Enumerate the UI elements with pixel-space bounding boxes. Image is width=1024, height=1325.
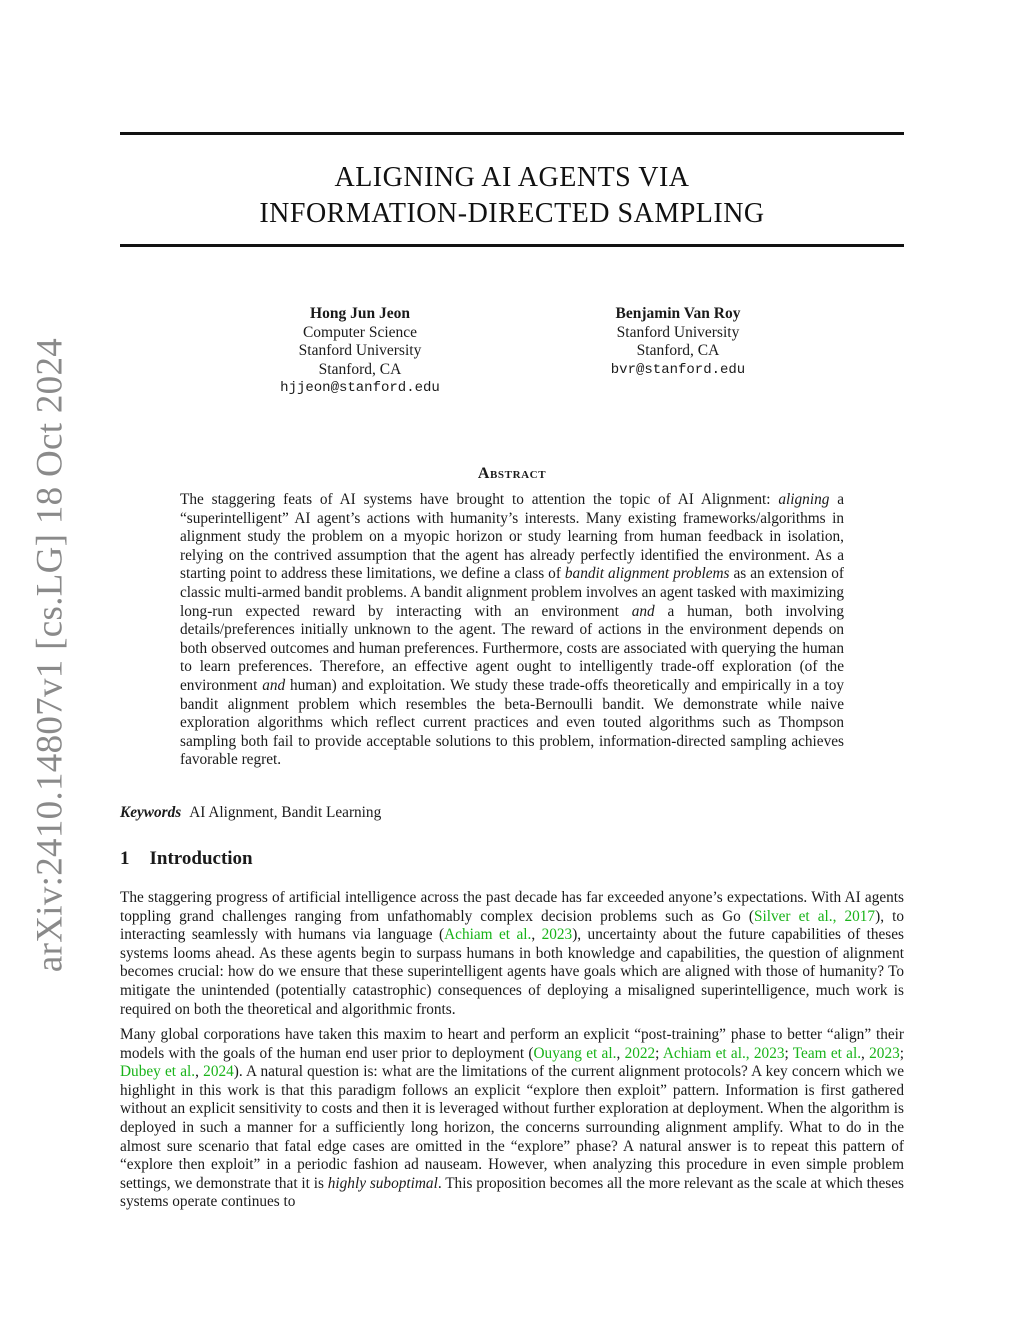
author-1 [240,305,480,398]
keywords [120,804,904,822]
abstract-heading: Abstract [477,465,547,482]
author-name: Hong Jun Jeon [310,305,410,322]
title-line-2: INFORMATION-DIRECTED SAMPLING [259,198,765,229]
section-title: Introduction [149,848,253,869]
author-location: Stanford, CA [318,360,402,378]
arxiv-identifier: arXiv:2410.14807v1 [cs.LG] 18 Oct 2024 [29,337,71,973]
abstract-text: The staggering feats of AI systems have brought to attention the topic of AI Alignment: aligning a “superintelligent” AI agent’s actions with humanity’s interests. Many existing frameworks/algorithms in alignment study the problem on a myopic horizon or study learning from human feedback in isolation, relying on the contrived assumption that the agent has already perfectly identified the environment. As a starting point to address these limitations, we define a class of bandit alignment problems as an extension of classic multi-armed bandit problems. A bandit alignment problem involves an agent tasked with maximizing long-run expected reward by interacting with an environment and a human, both involving details/preferences initially unknown to the agent. The reward of actions in the environment depends on both observed outcomes and human preferences. Furthermore, costs are associated with querying the human to learn preferences. Therefore, an effective agent ought to intelligently trade-off exploration (of the environment and human) and exploitation. We study these trade-offs theoretically and empirically in a toy bandit alignment problem which resembles the beta-Bernoulli bandit. We demonstrate while naive exploration algorithms which reflect current practices and even touted algorithms such as Thompson sampling both fail to provide acceptable solutions to this problem, information-directed sampling achieves favorable regret. [180,491,844,769]
author-2 [558,305,798,379]
title-top-rule [120,132,904,135]
author-affiliation: Computer Science [302,323,418,341]
intro-paragraph-1: The staggering progress of artificial intelligence across the past decade has far exceeded anyone’s expectations. With AI agents toppling grand challenges ranging from unfathomably complex decision problems such as Go (Silver et al., 2017), to interacting seamlessly with humans via language (Achiam et al., 2023), uncertainty about the future capabilities of theses systems looms ahead. As these agents begin to surpass humans in both knowledge and capabilities, the question of alignment becomes crucial: how do we ensure that these superintelligent agents have goals which are aligned with those of humanity? To mitigate the unintended (potentially catastrophic) consequences of deploying a misaligned superintelligence, much work is required on both the theoretical and algorithmic fronts. [120,889,904,1018]
paper-title [120,160,904,232]
citation-link[interactable]: Team et al. [792,1044,862,1062]
section-heading-introduction [120,848,253,870]
citation-link[interactable]: 2023 [869,1044,900,1062]
citation-link[interactable]: 2024 [203,1063,234,1081]
citation-link[interactable]: Dubey et al. [120,1063,196,1081]
keywords-value: AI Alignment, Bandit Learning [189,804,382,821]
citation-link[interactable]: 2023 [541,926,573,944]
arxiv-sidebar [28,337,72,973]
title-line-1: ALIGNING AI AGENTS VIA [334,162,690,193]
section-number: 1 [120,848,130,869]
title-bottom-rule [120,244,904,247]
author-affiliation: Stanford University [616,323,740,341]
author-name: Benjamin Van Roy [615,305,741,322]
author-affiliation: Stanford University [298,342,422,359]
citation-link[interactable]: Silver et al., 2017 [753,907,876,925]
keywords-label: Keywords [120,804,182,821]
author-location: Stanford, CA [636,342,720,359]
author-email[interactable]: hjjeon@stanford.edu [280,380,440,396]
citation-link[interactable]: Achiam et al., 2023 [662,1044,785,1062]
citation-link[interactable]: Ouyang et al. [533,1044,617,1062]
citation-link[interactable]: 2022 [624,1044,656,1062]
citation-link[interactable]: Achiam et al. [444,926,532,944]
intro-paragraph-2: Many global corporations have taken this maxim to heart and perform an explicit “post-training” phase to better “align” their models with the goals of the human end user prior to deployment (Ouyang et al., 2022; Achiam et al., 2023; Team et al., 2023; Dubey et al., 2024). A natural question is: what are the limitations of the current alignment protocols? A key concern which we highlight in this work is that this paradigm follows an explicit “explore then exploit” pattern. Information is first gathered without an explicit sensitivity to costs and then it is leveraged without further exploration at deployment. When the algorithm is deployed in such a manner for a sufficiently long horizon, the concerns surrounding alignment amplify. What to do in the almost sure scenario that fatal edge cases are omitted in the “explore” phase? A natural answer is to repeat this pattern of “explore then exploit” in a periodic fashion ad nauseam. However, when analyzing this procedure in even simple problem settings, we demonstrate that it is highly suboptimal. This proposition becomes all the more relevant as the scale at which theses systems operate continues to [120,1026,904,1211]
author-email[interactable]: bvr@stanford.edu [610,361,746,378]
